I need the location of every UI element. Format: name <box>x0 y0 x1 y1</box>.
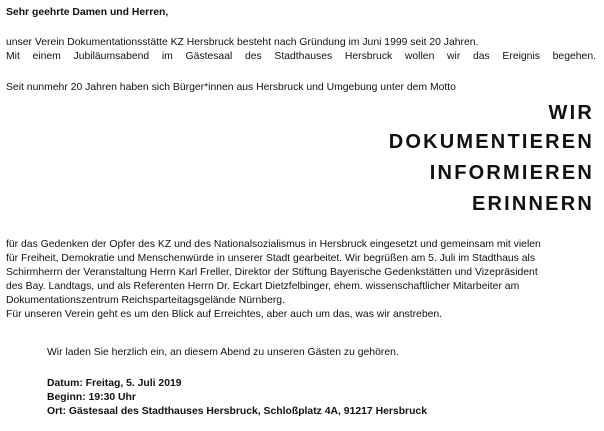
event-start: Beginn: 19:30 Uhr <box>47 392 136 403</box>
invitation: Wir laden Sie herzlich ein, an diesem Abend zu unseren Gästen zu gehören. <box>47 347 399 358</box>
motto-line-erinnern: ERINNERN <box>471 193 594 215</box>
motto-intro: Seit nunmehr 20 Jahren haben sich Bürger*innen aus Hersbruck und Umgebung unter dem Motto <box>6 82 456 93</box>
body-line: für Freiheit, Demokratie und Menschenwürde in unserer Stadt gearbeitet. Wir begrüßen am 5. Juli im Stadthaus als <box>6 253 536 264</box>
body-line: des Bay. Landtags, und als Referenten Herrn Dr. Eckart Dietzfelbinger, ehem. wissenschaftlicher Mitarbeiter am <box>6 281 520 292</box>
intro-line-1: unser Verein Dokumentationsstätte KZ Hersbruck besteht nach Gründung im Juni 1999 seit 20 Jahren. <box>6 37 479 48</box>
body-line: Für unseren Verein geht es um den Blick auf Erreichtes, aber auch um das, was wir anstreben. <box>6 309 443 320</box>
event-location: Ort: Gästesaal des Stadthauses Hersbruck, Schloßplatz 4A, 91217 Hersbruck <box>47 406 427 417</box>
body-line: Dokumentationszentrum Reichsparteitagsgelände Nürnberg. <box>6 295 285 306</box>
salutation: Sehr geehrte Damen und Herren, <box>6 7 169 18</box>
intro-line-2: Mit einem Jubiläumsabend im Gästesaal des Stadthauses Hersbruck wollen wir das Ereignis begehen. <box>6 51 596 62</box>
body-line: für das Gedenken der Opfer des KZ und des Nationalsozialismus in Hersbruck eingesetzt und gemeinsam mit vielen <box>6 239 541 250</box>
motto-line-wir: WIR <box>548 102 594 124</box>
motto-line-informieren: INFORMIEREN <box>429 162 594 184</box>
body-line: Schirmherrn der Veranstaltung Herrn Karl Freller, Direktor der Stiftung Bayerische Gedenkstätten und Vizepräsident <box>6 267 538 278</box>
event-date: Datum: Freitag, 5. Juli 2019 <box>47 378 182 389</box>
motto-line-dokumentieren: DOKUMENTIEREN <box>388 131 594 153</box>
